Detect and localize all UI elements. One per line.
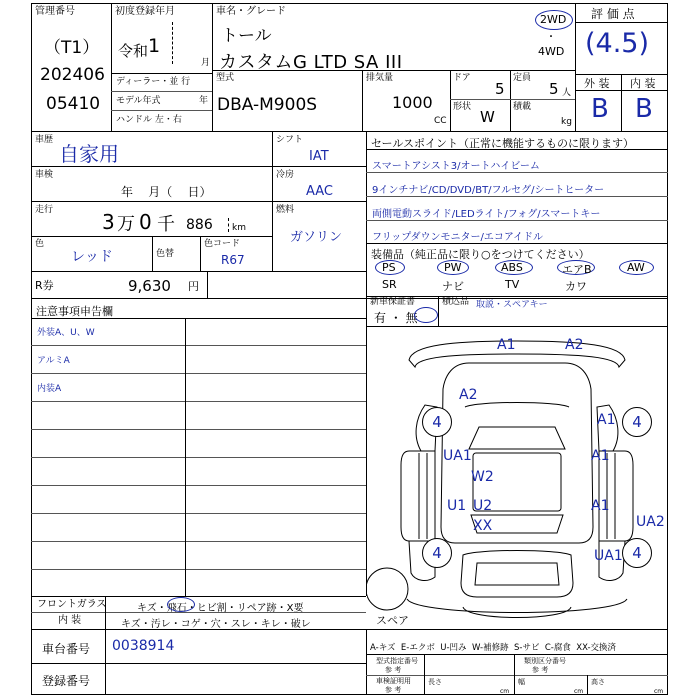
divider [272, 166, 366, 167]
note-rule [31, 513, 366, 514]
haba-label: 幅 [518, 678, 525, 686]
divider [212, 70, 575, 71]
legend: A-キズ E-エクボ U-凹み W-補修跡 S-サビ C-腐食 XX-交換済 [370, 643, 617, 653]
divider [31, 596, 366, 597]
divider [450, 99, 575, 100]
dashed-box [172, 22, 173, 64]
naiso-bottom-text: キズ・汚レ・コゲ・穴・スレ・キレ・破レ [121, 619, 311, 630]
soko-rest: 886 [186, 217, 213, 233]
handle-label: ハンドル 左・右 [116, 115, 182, 125]
divider [366, 629, 367, 695]
glass-label: フロントガラス [37, 599, 107, 610]
sales-line-1: スマートアシスト3/オートハイビーム [372, 161, 540, 172]
dmg-right-front-door: A1 [591, 448, 610, 464]
naga-cm: cm [500, 688, 510, 695]
rken: 9,630 [128, 277, 171, 295]
dealer-label: ディーラー・並 行 [116, 77, 191, 87]
note-rule [31, 485, 366, 486]
divider [366, 196, 668, 197]
divider [366, 675, 668, 676]
keijo: W [480, 108, 495, 126]
reibo-label: 冷房 [276, 170, 295, 180]
kanri-label: 管理番号 [35, 6, 75, 17]
tire-front-left [422, 407, 452, 437]
divider [31, 201, 272, 202]
sales-line-2: 9インチナビ/CD/DVD/BT/フルセグ/シートヒーター [372, 185, 605, 196]
reg-label: 登録番号 [42, 674, 91, 688]
divider [510, 70, 511, 131]
taka-cm: cm [654, 688, 664, 695]
dmg-xx: XX [473, 518, 493, 534]
divider [366, 654, 668, 655]
tire-rear-right [622, 538, 652, 568]
divider [575, 22, 668, 23]
note-1: 外装A、U、W [37, 328, 95, 338]
notes-title: 注意事項申告欄 [36, 305, 113, 318]
divider [152, 236, 153, 271]
tire-rear-right-value: 4 [632, 544, 642, 562]
divider [272, 201, 366, 202]
divider [111, 3, 112, 131]
note-rule [31, 429, 366, 430]
equip-title: 装備品（純正品に限り○をつけてください） [371, 248, 590, 261]
shift: IAT [309, 149, 329, 164]
haba-cm: cm [574, 688, 584, 695]
tire-rear-left [422, 538, 452, 568]
divider [200, 236, 201, 271]
divider [438, 296, 439, 326]
note-rule [31, 373, 366, 374]
drive-4wd: 4WD [538, 45, 565, 58]
note-rule [31, 345, 366, 346]
teiin-label: 定員 [513, 73, 532, 83]
kanri-line-3: 05410 [46, 94, 101, 114]
note-3: 内装A [37, 384, 62, 394]
divider [212, 3, 213, 131]
shaken-label: 車検 [35, 170, 54, 180]
dmg-roof: W2 [471, 469, 494, 485]
shodo-label: 初度登録年月 [115, 6, 175, 17]
divider [111, 73, 212, 74]
warranty-label: 新車保証書 [370, 297, 416, 307]
divider [31, 318, 366, 319]
note-rule [31, 401, 366, 402]
tire-front-right [622, 407, 652, 437]
dmg-hood: A2 [459, 387, 478, 403]
keijo-label: 形状 [453, 102, 472, 112]
tire-front-left-value: 4 [432, 413, 442, 431]
dmg-front-left: A1 [497, 337, 516, 353]
sanko-label-3: 参 考 [385, 686, 402, 694]
shamei-label: 車名・グレード [216, 6, 286, 17]
nenryo-label: 燃料 [276, 205, 295, 215]
rken-unit: 円 [188, 280, 199, 293]
dmg-right-front: A1 [597, 412, 616, 428]
tsumi: 取説・スペアキー [476, 300, 548, 310]
soko-label: 走行 [35, 205, 54, 215]
name-line-1: トール [221, 26, 272, 46]
naga-label: 長さ [428, 678, 442, 686]
note-column-rule [185, 318, 186, 596]
katashiki: DBA-M900S [217, 95, 318, 115]
divider [366, 243, 668, 244]
equip-tv: TV [505, 278, 520, 291]
naiso-label: 内 装 [630, 77, 656, 90]
reibo: AAC [306, 184, 333, 199]
equip-sr: SR [382, 278, 397, 291]
divider [207, 271, 208, 298]
shareki: 自家用 [59, 142, 119, 166]
divider [362, 70, 363, 131]
note-2: アルミA [37, 356, 70, 366]
model-year-label: モデル年式 [116, 96, 161, 106]
rken-label: R券 [35, 279, 54, 292]
dmg-rear-right: UA1 [594, 548, 623, 564]
kanri-line-2: 202406 [40, 65, 105, 85]
ruibetsu-label: 類別区分番号 [524, 657, 566, 665]
shaken: 年 月（ 日） [121, 185, 212, 199]
divider [105, 596, 106, 695]
divider [31, 131, 668, 132]
tire-front-right-value: 4 [632, 413, 642, 431]
shodo-label-2: 車検証明用 [376, 677, 411, 685]
km-unit: km [232, 223, 246, 233]
iro-label: 色 [35, 239, 45, 249]
equip-abs: ABS [501, 261, 523, 274]
teiin-unit: 人 [562, 88, 572, 98]
gaiso-grade: B [591, 94, 609, 124]
equip-pw: PW [444, 261, 462, 274]
divider [111, 91, 212, 92]
name-line-2: カスタムG LTD SA III [219, 52, 403, 73]
divider [31, 298, 668, 299]
divider [366, 131, 367, 296]
man-unit: 万 [117, 214, 135, 235]
nenryo: ガソリン [290, 230, 343, 245]
dmg-center-rear: U2 [473, 498, 493, 514]
divider [621, 74, 622, 131]
divider [366, 172, 668, 173]
dmg-right-rear-edge: UA2 [636, 514, 665, 530]
dmg-right-rear: A1 [591, 498, 610, 514]
dmg-left-rear: U1 [447, 498, 467, 514]
divider [587, 675, 588, 695]
hyoka-score: (4.5) [585, 28, 650, 59]
divider [366, 296, 367, 326]
naiso-bottom-label: 内 装 [58, 615, 82, 626]
soko-man: 3 [102, 210, 115, 234]
note-rule [31, 457, 366, 458]
haiki-label: 排気量 [366, 73, 394, 83]
equip-airb: エアB [562, 263, 592, 276]
katashiki-shitei-label: 型式指定番号 [376, 657, 418, 665]
glass-circle [167, 597, 195, 612]
month-unit: 月 [201, 58, 211, 68]
equip-navi: ナビ [442, 280, 464, 293]
chassis-value: 0038914 [112, 638, 175, 654]
equip-aw: AW [627, 261, 645, 274]
color-code-label: 色コード [204, 239, 241, 249]
glass-text: キズ・飛石・ヒビ割・リペア跡・X要 [137, 603, 304, 614]
tsumi-label: 積込品 [442, 297, 470, 307]
haiki: 1000 [392, 93, 433, 112]
divider [424, 654, 425, 695]
chassis-label: 車台番号 [42, 642, 91, 656]
sales-title: セールスポイント（正常に機能するものに限ります） [371, 137, 635, 150]
sekisai-label: 積載 [513, 102, 532, 112]
gaiso-label: 外 装 [584, 77, 610, 90]
era: 令和 [118, 42, 149, 60]
equip-ps: PS [382, 261, 396, 274]
divider [366, 149, 668, 150]
katashiki-label: 型式 [216, 73, 235, 83]
note-rule [31, 541, 366, 542]
sales-line-4: フリップダウンモニター/エコアイドル [372, 232, 543, 243]
warranty-value: 有 ・ 無 [374, 311, 418, 325]
kanri-line-1: （T1） [44, 38, 100, 58]
divider [31, 663, 366, 664]
spare-label: スペア [376, 614, 409, 627]
irogae-label: 色替 [156, 249, 175, 259]
hyoka-title: 評 価 点 [591, 7, 635, 21]
soko-sen: 0 [139, 210, 152, 234]
taka-label: 高さ [591, 678, 605, 686]
car-diagram [367, 327, 667, 629]
teiin: 5 [549, 80, 559, 98]
divider [31, 271, 366, 272]
dmg-front-right: A2 [565, 337, 584, 353]
era-year: 1 [148, 35, 161, 57]
divider [111, 110, 212, 111]
dmg-left-front-door: UA1 [443, 448, 472, 464]
sanko-label-1: 参 考 [385, 666, 402, 674]
year-unit: 年 [199, 96, 209, 106]
divider [514, 654, 515, 695]
shift-label: シフト [276, 135, 304, 145]
note-rule [31, 569, 366, 570]
iro: レッド [71, 249, 113, 265]
door-label: ドア [453, 73, 471, 83]
drive-dot: ・ [546, 32, 556, 43]
km-tick [228, 218, 229, 232]
shareki-label: 車歴 [35, 135, 54, 145]
kg-unit: kg [561, 117, 572, 127]
sales-line-3: 両側電動スライド/LEDライト/フォグ/スマートキー [372, 209, 601, 220]
tire-rear-left-value: 4 [432, 544, 442, 562]
equip-kawa: カワ [565, 280, 587, 293]
sen-unit: 千 [157, 214, 175, 235]
cc-unit: CC [434, 116, 447, 126]
naiso-grade: B [635, 94, 653, 124]
sanko-label-2: 参 考 [532, 666, 549, 674]
door: 5 [495, 80, 505, 98]
divider [366, 220, 668, 221]
drive-2wd: 2WD [540, 13, 567, 26]
warranty-circle [414, 307, 438, 323]
color-code: R67 [221, 253, 245, 267]
divider [450, 70, 451, 131]
